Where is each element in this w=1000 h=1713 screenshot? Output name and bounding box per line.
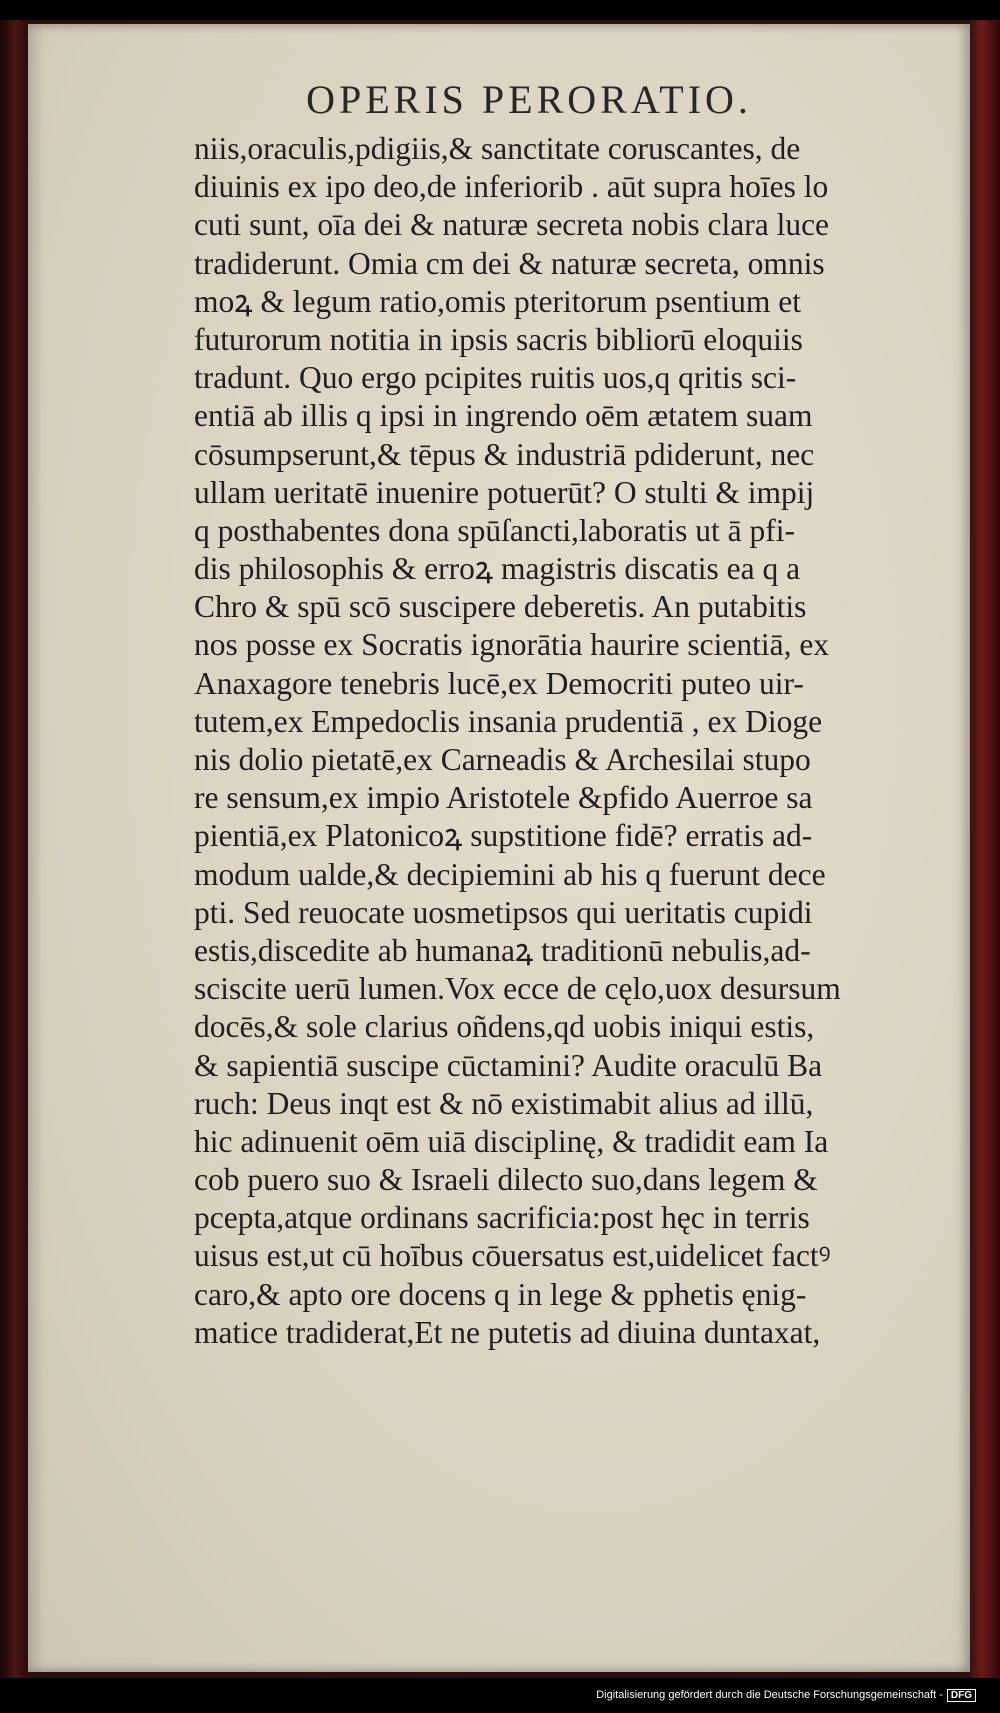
funding-credit-text: Digitalisierung gefördert durch die Deutsche Forschungsgemeinschaft - bbox=[596, 1689, 943, 1701]
text-line: cob puero suo & Israeli dilecto suo,dans legem & bbox=[194, 1162, 818, 1198]
text-line: matice tradiderat,Et ne putetis ad diuina duntaxat, bbox=[194, 1314, 821, 1350]
text-line: cōsumpserunt,& tēpus & industriā pdiderunt, nec bbox=[194, 436, 815, 472]
text-line: dis philosophis & erroꝝ magistris discatis ea q a bbox=[194, 551, 801, 587]
text-line: cuti sunt, oīa dei & naturæ secreta nobis clara luce bbox=[194, 207, 830, 243]
text-line: modum ualde,& decipiemini ab his q fuerunt dece bbox=[194, 856, 826, 892]
text-line: uisus est,ut cū hoībus cōuersatus est,uidelicet factꝰ bbox=[194, 1238, 831, 1274]
text-line: estis,discedite ab humanaꝝ traditionū nebulis,ad- bbox=[194, 932, 811, 968]
text-line: entiā ab illis q ipsi in ingrendo oēm ætatem suam bbox=[194, 398, 813, 434]
text-line: & sapientiā suscipe cūctamini? Audite oraculū Ba bbox=[194, 1047, 823, 1083]
text-line: q posthabentes dona spūſancti,laboratis ut ā pfi- bbox=[194, 512, 795, 548]
funding-credit bbox=[596, 1689, 976, 1702]
text-line: pientiā,ex Platonicoꝝ supstitione fidē? erratis ad- bbox=[194, 818, 813, 854]
text-line: Anaxagore tenebris lucē,ex Democriti puteo uir- bbox=[194, 665, 804, 701]
text-line: caro,& apto ore docens q in lege & pphetis ęnig- bbox=[194, 1276, 807, 1312]
text-line: diuinis ex ipo deo,de inferiorib . aūt supra hoīes lo bbox=[194, 169, 829, 205]
text-line: docēs,& sole clarius oñdens,qd uobis iniqui estis, bbox=[194, 1009, 815, 1045]
page bbox=[28, 24, 970, 1672]
text-block bbox=[194, 130, 974, 1352]
cover-edge bbox=[970, 20, 1000, 1678]
book-scan bbox=[0, 20, 1000, 1678]
text-line: nos posse ex Socratis ignorātia haurire scientiā, ex bbox=[194, 627, 830, 663]
text-line: re sensum,ex impio Aristotele &pfido Auerroe sa bbox=[194, 780, 813, 816]
text-line: tradiderunt. Omia cm dei & naturæ secreta, omnis bbox=[194, 245, 825, 281]
text-line: Chro & spū scō suscipere deberetis. An putabitis bbox=[194, 589, 807, 625]
dfg-logo: DFG bbox=[947, 1689, 976, 1702]
text-line: ullam ueritatē inuenire potuerūt? O stulti & impij bbox=[194, 474, 815, 510]
text-line: pcepta,atque ordinans sacrificia:post hęc in terris bbox=[194, 1200, 810, 1236]
text-line: nis dolio pietatē,ex Carneadis & Archesilai stupo bbox=[194, 742, 811, 777]
text-line: ruch: Deus inqt est & nō existimabit alius ad illū, bbox=[194, 1085, 814, 1121]
running-head: OPERIS PERORATIO. bbox=[306, 77, 752, 122]
binding-edge bbox=[0, 20, 26, 1678]
text-line: futurorum notitia in ipsis sacris bibliorū eloquiis bbox=[194, 321, 803, 357]
text-line: pti. Sed reuocate uosmetipsos qui ueritatis cupidi bbox=[194, 894, 813, 930]
footer-bar bbox=[0, 1679, 1000, 1713]
text-line: sciscite uerū lumen.Vox ecce de cęlo,uox desursum bbox=[194, 971, 841, 1007]
text-line: moꝝ & legum ratio,omis pteritorum psentium et bbox=[194, 283, 802, 319]
text-line: hic adinuenit oēm uiā disciplinę, & tradidit eam Ia bbox=[194, 1123, 829, 1159]
text-line: niis,oraculis,pdigiis,& sanctitate coruscantes, de bbox=[194, 131, 801, 166]
text-line: tradunt. Quo ergo pcipites ruitis uos,q qritis sci- bbox=[194, 360, 797, 396]
text-line: tutem,ex Empedoclis insania prudentiā , ex Dioge bbox=[194, 703, 823, 739]
